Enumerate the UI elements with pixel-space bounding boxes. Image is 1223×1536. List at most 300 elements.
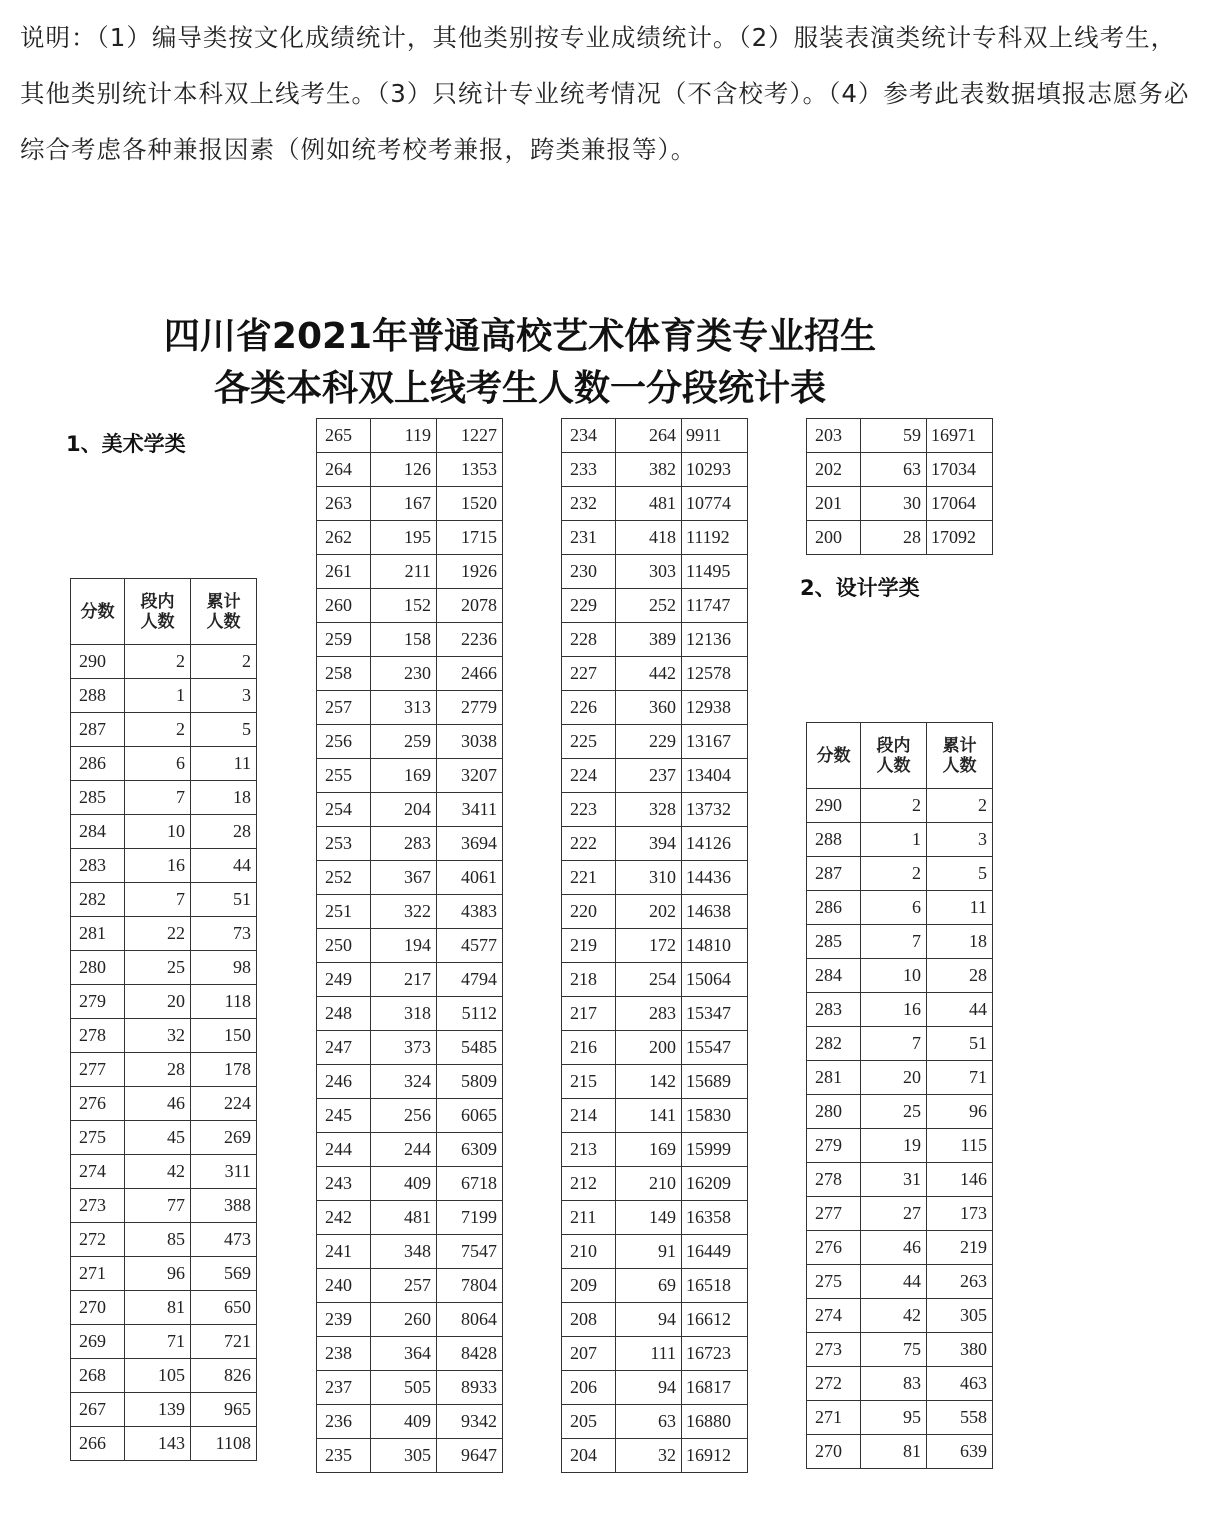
segment-count-cell: 409 [371,1167,437,1201]
score-cell: 204 [562,1439,616,1473]
cumulative-count-cell: 15064 [682,963,748,997]
segment-count-cell: 260 [371,1303,437,1337]
table-row [562,691,748,725]
segment-count-cell: 10 [861,959,927,993]
cumulative-count-cell: 5112 [437,997,503,1031]
score-cell: 267 [71,1393,125,1427]
table-row [317,657,503,691]
segment-count-cell: 394 [616,827,682,861]
table-row [317,997,503,1031]
cumulative-count-cell: 11747 [682,589,748,623]
cumulative-count-cell: 16912 [682,1439,748,1473]
cumulative-count-cell: 51 [927,1027,993,1061]
segment-count-cell: 200 [616,1031,682,1065]
segment-count-cell: 389 [616,623,682,657]
segment-count-cell: 257 [371,1269,437,1303]
cumulative-count-cell: 263 [927,1265,993,1299]
table-row [562,1405,748,1439]
table-row [317,419,503,453]
segment-count-cell: 442 [616,657,682,691]
cumulative-count-cell: 11495 [682,555,748,589]
score-cell: 287 [807,857,861,891]
table-row [317,1167,503,1201]
score-cell: 224 [562,759,616,793]
table-row [562,657,748,691]
cumulative-count-cell: 18 [191,781,257,815]
table-row [562,1303,748,1337]
score-cell: 253 [317,827,371,861]
segment-count-cell: 256 [371,1099,437,1133]
segment-count-cell: 22 [125,917,191,951]
score-cell: 286 [807,891,861,925]
cumulative-count-cell: 311 [191,1155,257,1189]
cumulative-count-cell: 1926 [437,555,503,589]
table-row [71,713,257,747]
score-cell: 228 [562,623,616,657]
cumulative-count-cell: 146 [927,1163,993,1197]
cumulative-count-cell: 178 [191,1053,257,1087]
table-row [317,555,503,589]
score-cell: 263 [317,487,371,521]
segment-count-cell: 158 [371,623,437,657]
cumulative-count-cell: 15689 [682,1065,748,1099]
cumulative-count-cell: 5485 [437,1031,503,1065]
table-row [71,645,257,679]
segment-count-cell: 210 [616,1167,682,1201]
cumulative-count-cell: 17034 [927,453,993,487]
cumulative-count-cell: 16817 [682,1371,748,1405]
page-title-line1: 四川省2021年普通高校艺术体育类专业招生 [163,316,877,357]
segment-count-cell: 303 [616,555,682,589]
score-cell: 220 [562,895,616,929]
table-row [807,1435,993,1469]
segment-count-cell: 46 [125,1087,191,1121]
cumulative-count-cell: 9342 [437,1405,503,1439]
table-row [317,1065,503,1099]
table-row [807,487,993,521]
segment-count-cell: 91 [616,1235,682,1269]
segment-count-cell: 328 [616,793,682,827]
cumulative-count-cell: 9647 [437,1439,503,1473]
cumulative-count-cell: 17092 [927,521,993,555]
table-row [71,781,257,815]
score-cell: 221 [562,861,616,895]
score-cell: 232 [562,487,616,521]
table-row [317,1337,503,1371]
segment-count-cell: 364 [371,1337,437,1371]
table-row [317,963,503,997]
score-cell: 278 [71,1019,125,1053]
score-cell: 235 [317,1439,371,1473]
cumulative-count-cell: 463 [927,1367,993,1401]
table-row [317,1439,503,1473]
table-row [562,555,748,589]
segment-count-cell: 16 [861,993,927,1027]
table-row [71,883,257,917]
segment-count-cell: 30 [861,487,927,521]
segment-count-cell: 20 [861,1061,927,1095]
cumulative-count-cell: 5 [191,713,257,747]
score-cell: 262 [317,521,371,555]
score-cell: 282 [71,883,125,917]
table-row [562,1031,748,1065]
segment-count-cell: 230 [371,657,437,691]
score-cell: 238 [317,1337,371,1371]
score-cell: 210 [562,1235,616,1269]
score-cell: 264 [317,453,371,487]
score-cell: 270 [807,1435,861,1469]
segment-count-cell: 28 [125,1053,191,1087]
segment-count-cell: 169 [371,759,437,793]
table-row [317,691,503,725]
score-cell: 281 [71,917,125,951]
segment-count-cell: 20 [125,985,191,1019]
table-row [71,1053,257,1087]
table-row [562,827,748,861]
table-row [317,725,503,759]
segment-count-cell: 75 [861,1333,927,1367]
score-cell: 215 [562,1065,616,1099]
cumulative-count-cell: 18 [927,925,993,959]
cumulative-count-cell: 51 [191,883,257,917]
score-cell: 234 [562,419,616,453]
cumulative-count-cell: 173 [927,1197,993,1231]
segment-count-cell: 85 [125,1223,191,1257]
table-row [317,1031,503,1065]
cumulative-count-cell: 1520 [437,487,503,521]
score-cell: 280 [807,1095,861,1129]
segment-count-cell: 59 [861,419,927,453]
score-cell: 239 [317,1303,371,1337]
segment-count-cell: 418 [616,521,682,555]
segment-count-cell: 63 [616,1405,682,1439]
table-row [317,895,503,929]
score-cell: 283 [71,849,125,883]
cumulative-count-cell: 1353 [437,453,503,487]
segment-count-cell: 7 [861,1027,927,1061]
table-row [562,725,748,759]
segment-count-cell: 96 [125,1257,191,1291]
segment-count-cell: 19 [861,1129,927,1163]
cumulative-count-cell: 2236 [437,623,503,657]
cumulative-count-cell: 3 [191,679,257,713]
art-score-table-part4 [806,418,993,555]
explanation-note: 说明：（1）编导类按文化成绩统计，其他类别按专业成绩统计。（2）服装表演类统计专科双上线考生，其他类别统计本科双上线考生。（3）只统计专业统考情况（不含校考）。（4）参考此表数据填报志愿务必综合考虑各种兼报因素（例如统考校考兼报，跨类兼报等）。 [20,23,1190,164]
cumulative-count-cell: 73 [191,917,257,951]
score-cell: 257 [317,691,371,725]
cumulative-count-cell: 8933 [437,1371,503,1405]
score-cell: 259 [317,623,371,657]
score-cell: 279 [71,985,125,1019]
cumulative-count-cell: 16209 [682,1167,748,1201]
segment-count-cell: 505 [371,1371,437,1405]
score-cell: 272 [71,1223,125,1257]
table-row [807,1333,993,1367]
segment-count-cell: 31 [861,1163,927,1197]
cumulative-count-cell: 15547 [682,1031,748,1065]
cumulative-count-cell: 2 [191,645,257,679]
score-cell: 211 [562,1201,616,1235]
score-cell: 276 [807,1231,861,1265]
cumulative-count-cell: 269 [191,1121,257,1155]
segment-count-cell: 259 [371,725,437,759]
page-title-line2: 各类本科双上线考生人数一分段统计表 [213,368,826,409]
cumulative-count-cell: 4794 [437,963,503,997]
table-row [562,1201,748,1235]
cumulative-count-cell: 44 [191,849,257,883]
score-cell: 241 [317,1235,371,1269]
score-cell: 285 [71,781,125,815]
table-row [807,1163,993,1197]
table-row [71,1019,257,1053]
table-row [807,1231,993,1265]
score-cell: 225 [562,725,616,759]
score-cell: 212 [562,1167,616,1201]
score-cell: 287 [71,713,125,747]
score-cell: 200 [807,521,861,555]
cumulative-count-cell: 16518 [682,1269,748,1303]
score-cell: 207 [562,1337,616,1371]
segment-count-cell: 204 [371,793,437,827]
score-cell: 222 [562,827,616,861]
segment-count-cell: 348 [371,1235,437,1269]
segment-count-cell: 229 [616,725,682,759]
table-row [807,1367,993,1401]
score-cell: 242 [317,1201,371,1235]
cumulative-count-cell: 3038 [437,725,503,759]
table-row [562,1269,748,1303]
table-row [317,1099,503,1133]
segment-count-cell: 142 [616,1065,682,1099]
header-score: 分数 [807,723,861,789]
score-cell: 280 [71,951,125,985]
table-row [317,929,503,963]
score-cell: 251 [317,895,371,929]
header-cumulative: 累计 人数 [927,723,993,789]
cumulative-count-cell: 16880 [682,1405,748,1439]
cumulative-count-cell: 5809 [437,1065,503,1099]
cumulative-count-cell: 2779 [437,691,503,725]
table-row [71,1257,257,1291]
table-row [562,521,748,555]
cumulative-count-cell: 16723 [682,1337,748,1371]
header-count: 段内 人数 [125,579,191,645]
table-row [71,1087,257,1121]
cumulative-count-cell: 5 [927,857,993,891]
score-cell: 272 [807,1367,861,1401]
table-row [317,589,503,623]
cumulative-count-cell: 10774 [682,487,748,521]
score-cell: 218 [562,963,616,997]
segment-count-cell: 63 [861,453,927,487]
score-cell: 226 [562,691,616,725]
cumulative-count-cell: 14810 [682,929,748,963]
table-row [562,1235,748,1269]
cumulative-count-cell: 3 [927,823,993,857]
segment-count-cell: 237 [616,759,682,793]
segment-count-cell: 2 [861,789,927,823]
cumulative-count-cell: 473 [191,1223,257,1257]
score-cell: 214 [562,1099,616,1133]
score-cell: 285 [807,925,861,959]
header-count: 段内 人数 [861,723,927,789]
cumulative-count-cell: 28 [191,815,257,849]
score-cell: 237 [317,1371,371,1405]
segment-count-cell: 373 [371,1031,437,1065]
segment-count-cell: 313 [371,691,437,725]
score-cell: 266 [71,1427,125,1461]
segment-count-cell: 71 [125,1325,191,1359]
table-row [562,453,748,487]
table-row [317,1405,503,1439]
cumulative-count-cell: 11 [191,747,257,781]
score-cell: 273 [807,1333,861,1367]
score-cell: 277 [807,1197,861,1231]
segment-count-cell: 167 [371,487,437,521]
score-cell: 283 [807,993,861,1027]
table-row [807,1061,993,1095]
score-cell: 265 [317,419,371,453]
cumulative-count-cell: 219 [927,1231,993,1265]
table-row [71,1291,257,1325]
score-cell: 275 [807,1265,861,1299]
segment-count-cell: 42 [861,1299,927,1333]
cumulative-count-cell: 639 [927,1435,993,1469]
score-cell: 252 [317,861,371,895]
score-cell: 281 [807,1061,861,1095]
segment-count-cell: 7 [125,781,191,815]
segment-count-cell: 382 [616,453,682,487]
score-cell: 282 [807,1027,861,1061]
table-row [71,815,257,849]
table-row [562,963,748,997]
header-score: 分数 [71,579,125,645]
segment-count-cell: 94 [616,1371,682,1405]
segment-count-cell: 7 [125,883,191,917]
segment-count-cell: 211 [371,555,437,589]
segment-count-cell: 481 [616,487,682,521]
score-cell: 236 [317,1405,371,1439]
table-row [562,623,748,657]
score-cell: 256 [317,725,371,759]
segment-count-cell: 194 [371,929,437,963]
segment-count-cell: 143 [125,1427,191,1461]
score-cell: 284 [71,815,125,849]
table-row [807,1027,993,1061]
segment-count-cell: 1 [125,679,191,713]
table-row [562,1371,748,1405]
cumulative-count-cell: 9911 [682,419,748,453]
segment-count-cell: 254 [616,963,682,997]
cumulative-count-cell: 10293 [682,453,748,487]
score-cell: 260 [317,589,371,623]
score-cell: 245 [317,1099,371,1133]
score-cell: 254 [317,793,371,827]
segment-count-cell: 32 [125,1019,191,1053]
cumulative-count-cell: 71 [927,1061,993,1095]
cumulative-count-cell: 14126 [682,827,748,861]
segment-count-cell: 360 [616,691,682,725]
table-row [562,1167,748,1201]
cumulative-count-cell: 13404 [682,759,748,793]
table-row [562,1065,748,1099]
cumulative-count-cell: 13732 [682,793,748,827]
cumulative-count-cell: 15347 [682,997,748,1031]
cumulative-count-cell: 98 [191,951,257,985]
table-row [807,891,993,925]
segment-count-cell: 25 [861,1095,927,1129]
score-cell: 201 [807,487,861,521]
table-row [562,861,748,895]
segment-count-cell: 2 [125,713,191,747]
segment-count-cell: 83 [861,1367,927,1401]
table-row [562,997,748,1031]
segment-count-cell: 141 [616,1099,682,1133]
table-row [562,929,748,963]
section-label-art: 1、美术学类 [66,432,186,456]
score-cell: 230 [562,555,616,589]
segment-count-cell: 2 [861,857,927,891]
cumulative-count-cell: 11 [927,891,993,925]
table-row [807,1265,993,1299]
table-header-row [807,723,993,789]
segment-count-cell: 252 [616,589,682,623]
cumulative-count-cell: 118 [191,985,257,1019]
cumulative-count-cell: 4577 [437,929,503,963]
cumulative-count-cell: 28 [927,959,993,993]
table-row [807,521,993,555]
score-cell: 243 [317,1167,371,1201]
score-cell: 233 [562,453,616,487]
table-row [71,679,257,713]
table-row [807,823,993,857]
cumulative-count-cell: 2078 [437,589,503,623]
cumulative-count-cell: 558 [927,1401,993,1435]
score-cell: 219 [562,929,616,963]
cumulative-count-cell: 115 [927,1129,993,1163]
score-cell: 248 [317,997,371,1031]
table-row [317,1269,503,1303]
score-cell: 288 [71,679,125,713]
table-row [317,793,503,827]
segment-count-cell: 324 [371,1065,437,1099]
cumulative-count-cell: 16358 [682,1201,748,1235]
table-row [562,1133,748,1167]
art-score-table-part2 [316,418,503,1473]
cumulative-count-cell: 150 [191,1019,257,1053]
score-cell: 274 [807,1299,861,1333]
segment-count-cell: 367 [371,861,437,895]
cumulative-count-cell: 15999 [682,1133,748,1167]
table-row [807,959,993,993]
segment-count-cell: 409 [371,1405,437,1439]
table-row [71,1427,257,1461]
cumulative-count-cell: 380 [927,1333,993,1367]
cumulative-count-cell: 44 [927,993,993,1027]
table-row [71,985,257,1019]
score-cell: 247 [317,1031,371,1065]
score-cell: 271 [807,1401,861,1435]
table-row [807,1299,993,1333]
cumulative-count-cell: 1108 [191,1427,257,1461]
table-row [317,623,503,657]
segment-count-cell: 10 [125,815,191,849]
cumulative-count-cell: 7804 [437,1269,503,1303]
cumulative-count-cell: 3207 [437,759,503,793]
segment-count-cell: 111 [616,1337,682,1371]
table-row [807,1197,993,1231]
score-cell: 269 [71,1325,125,1359]
